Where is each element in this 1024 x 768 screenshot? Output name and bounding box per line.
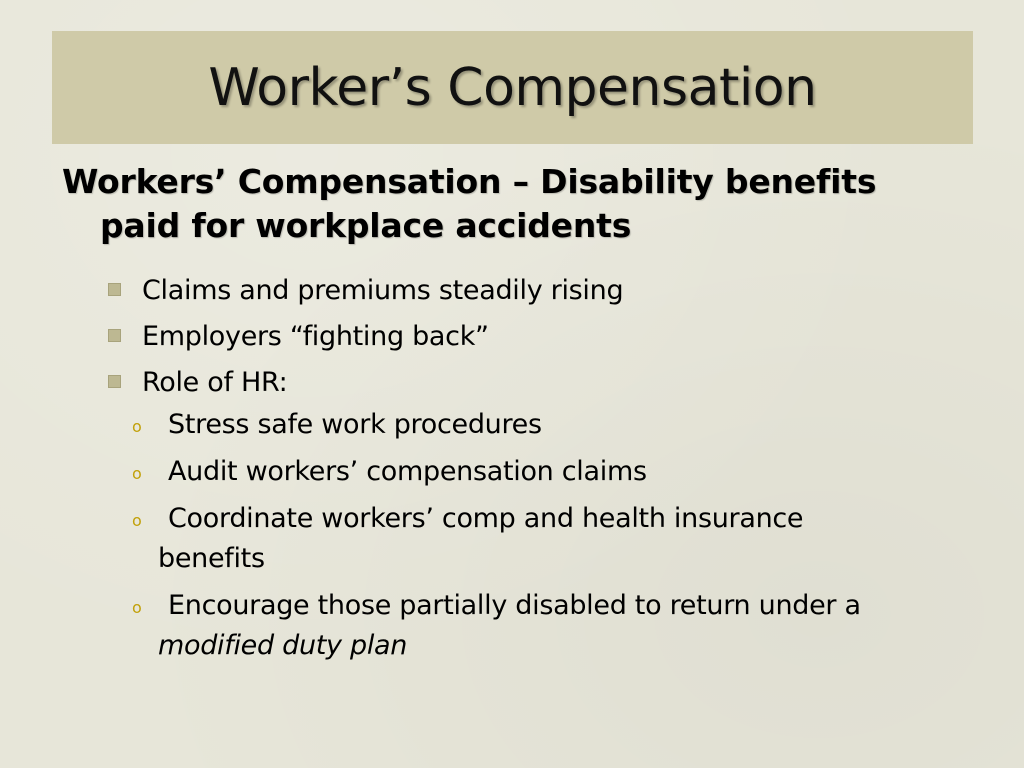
circle-bullet-icon: o [132, 417, 142, 436]
circle-bullet-icon: o [132, 464, 142, 483]
bullet-list [106, 268, 986, 406]
title-band [52, 31, 973, 144]
circle-bullet-icon: o [132, 598, 142, 617]
sub-bullet-text: Encourage those partially disabled to return under a [168, 590, 861, 621]
main-point-line-1: Workers’ Compensation – Disability benefits [62, 162, 877, 201]
sub-bullet-item [132, 452, 972, 492]
main-point [24, 160, 929, 248]
bullet-text: Claims and premiums steadily rising [142, 275, 624, 306]
sub-bullet-text-continued-italic: modified duty plan [158, 630, 408, 661]
sub-bullet-item [132, 586, 972, 666]
square-bullet-icon [108, 283, 121, 296]
bullet-text: Role of HR: [142, 367, 288, 398]
circle-bullet-icon: o [132, 511, 142, 530]
sub-bullet-item [132, 499, 972, 579]
sub-bullet-list [132, 405, 972, 673]
bullet-item [106, 314, 986, 360]
square-bullet-icon [108, 375, 121, 388]
sub-bullet-text: Audit workers’ compensation claims [168, 456, 647, 487]
main-point-line-2: paid for workplace accidents [100, 206, 632, 245]
sub-bullet-item [132, 405, 972, 445]
square-bullet-icon [108, 329, 121, 342]
slide-title: Worker’s Compensation [208, 57, 817, 118]
bullet-item [106, 268, 986, 314]
sub-bullet-text: Coordinate workers’ comp and health insurance [168, 503, 804, 534]
sub-bullet-text-continued: benefits [158, 543, 265, 574]
sub-bullet-text: Stress safe work procedures [168, 409, 542, 440]
bullet-text: Employers “fighting back” [142, 321, 489, 352]
bullet-item [106, 360, 986, 406]
